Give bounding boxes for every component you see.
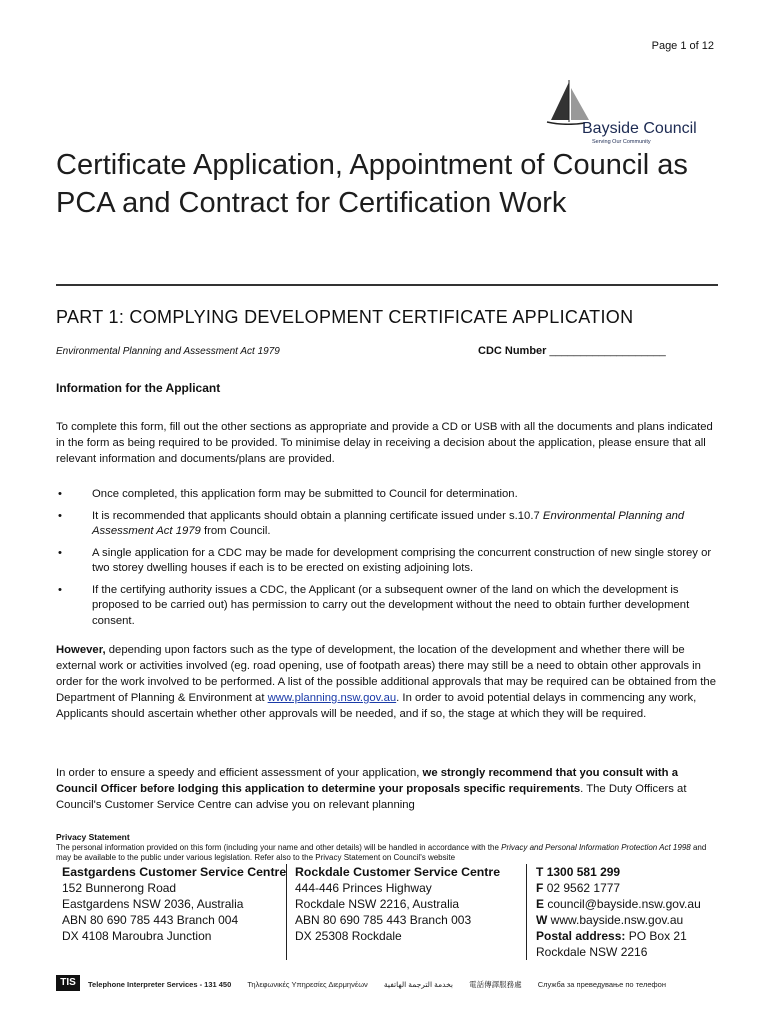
list-item <box>56 583 716 630</box>
rockdale-heading: Rockdale Customer Service Centre <box>295 865 501 879</box>
contact-details <box>526 864 726 960</box>
recommend-text-end: . The Duty Officers at Council's Customer Service Centre can advise you on relevant planning <box>56 783 687 811</box>
bullet-text: If the certifying authority issues a CDC, the Applicant (or a subsequent owner of the land on which the development is proposed to be carried out) has permission to carry out the development without the need to obtain further development consent. <box>92 583 690 627</box>
bullet-text-end: from Council. <box>200 525 271 537</box>
info-bullet-list <box>56 487 716 635</box>
postal-line: Postal address: PO Box 21 <box>536 929 687 943</box>
however-lead: However, <box>56 644 106 656</box>
interpreter-item: 電話傳譯服務處 <box>469 980 522 989</box>
page-number: Page 1 of 12 <box>651 40 714 52</box>
interpreter-icon: TIS <box>56 975 80 991</box>
interpreter-languages <box>88 979 680 990</box>
title-divider <box>56 284 718 286</box>
postal-line-2: Rockdale NSW 2216 <box>536 945 648 959</box>
bullet-icon: • <box>58 488 62 500</box>
however-text: depending upon factors such as the type of development, the location of the development and whether there will be external work or activities involved (eg. road opening, use of footpath areas) there may still be a need to obtain other approvals in order for the work involved to be performed. A list of the possible additional approvals that may be required can be obtained from the Department of Planning & Environment at <box>56 644 716 704</box>
address-line: Rockdale NSW 2216, Australia <box>295 897 460 911</box>
interpreter-item: Τηλεφωνικές Υπηρεσίες Διερμηνέων <box>247 980 368 989</box>
however-text-end: . In order to avoid potential delays in commencing any work, Applicants should ascertain whether other approvals will be needed, and if so, the stage at which they will be required. <box>56 692 697 720</box>
privacy-heading: Privacy Statement <box>56 832 130 842</box>
email-line[interactable]: E council@bayside.nsw.gov.au <box>536 897 701 911</box>
part-heading: PART 1: COMPLYING DEVELOPMENT CERTIFICATE APPLICATION <box>56 307 634 327</box>
fax-line: F 02 9562 1777 <box>536 881 621 895</box>
cdc-number-label: CDC Number <box>478 345 547 357</box>
address-line: Eastgardens NSW 2036, Australia <box>62 897 244 911</box>
contact-footer <box>56 864 720 960</box>
list-item <box>56 487 716 503</box>
intro-paragraph: To complete this form, fill out the other sections as appropriate and provide a CD or USB with all the documents and plans indicated in the form as being required to be provided. To minimise delay in receiving a decision about the application, please ensure that all relevant information and documents/plans are provided. <box>56 421 713 465</box>
privacy-text: The personal information provided on this form (including your name and other details) will be handled in accordance with the Privacy and Personal Information Protection Act 1998 and may be available to the public under various legislation. Refer also to the Privacy Statement on Council's website <box>56 842 707 862</box>
bullet-text: A single application for a CDC may be made for development comprising the concurrent construction of new single storey or two storey dwelling houses if each is to be erected on existing adjoining lots. <box>92 546 712 574</box>
recommend-paragraph <box>56 765 716 813</box>
address-line: DX 25308 Rockdale <box>295 929 402 943</box>
bullet-icon: • <box>58 583 62 596</box>
privacy-statement <box>56 832 718 864</box>
address-line: ABN 80 690 785 443 Branch 003 <box>295 913 472 927</box>
phone-line: T 1300 581 299 <box>536 865 621 879</box>
cdc-number-field <box>478 345 666 357</box>
logo-tagline: Serving Our Community <box>592 139 651 145</box>
logo-name: Bayside Council <box>582 120 697 137</box>
rockdale-contact <box>286 864 523 960</box>
recommend-text: In order to ensure a speedy and efficient assessment of your application, <box>56 767 423 779</box>
bullet-icon: • <box>58 546 62 559</box>
sail-icon <box>545 80 615 125</box>
interpreter-item: Telephone Interpreter Services - 131 450 <box>88 980 232 989</box>
address-line: ABN 80 690 785 443 Branch 004 <box>62 913 239 927</box>
interpreter-footer <box>56 975 718 993</box>
cdc-number-blank[interactable]: ___________________ <box>549 345 666 357</box>
act-reference: Environmental Planning and Assessment Act 1979 <box>56 346 280 357</box>
document-title: Certificate Application, Appointment of Council as PCA and Contract for Certification Work <box>56 149 688 219</box>
bullet-text: It is recommended that applicants should obtain a planning certificate issued under s.10.7 <box>92 509 543 522</box>
however-paragraph <box>56 642 716 722</box>
bullet-icon: • <box>58 509 62 522</box>
eastgardens-heading: Eastgardens Customer Service Centre <box>62 865 287 879</box>
address-line: DX 4108 Maroubra Junction <box>62 929 212 943</box>
web-line[interactable]: W www.bayside.nsw.gov.au <box>536 913 684 927</box>
address-line: 152 Bunnerong Road <box>62 881 177 895</box>
list-item <box>56 546 716 577</box>
interpreter-item: Служба за преведување по телефон <box>537 980 666 989</box>
address-line: 444-446 Princes Highway <box>295 881 432 895</box>
interpreter-item: بخدمة الترجمة الهاتفية <box>383 980 454 989</box>
bullet-text: Once completed, this application form may be submitted to Council for determination. <box>92 488 518 500</box>
bayside-council-logo <box>545 80 725 150</box>
planning-website-link[interactable]: www.planning.nsw.gov.au <box>267 692 397 704</box>
eastgardens-contact <box>56 864 287 960</box>
info-heading: Information for the Applicant <box>56 381 221 395</box>
list-item <box>56 509 716 540</box>
recommend-emphasis: we strongly recommend that you consult with a Council Officer before lodging this application to determine your proposals specific requirements <box>56 767 679 795</box>
bullet-act-name: Environmental Planning and Assessment Act 1979 <box>92 509 685 537</box>
